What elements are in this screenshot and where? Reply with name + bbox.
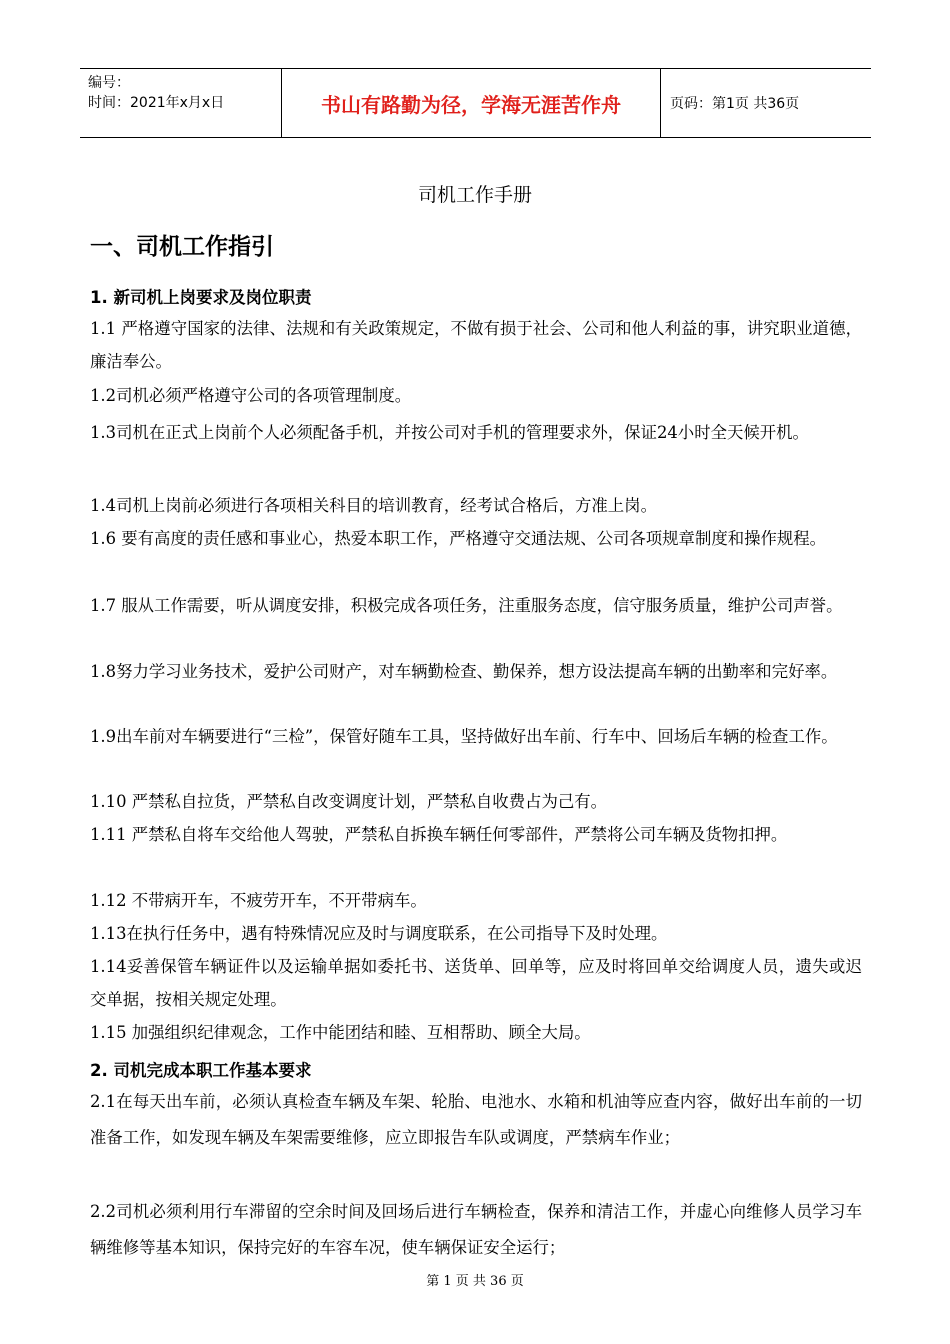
paragraph: 1.11 严禁私自将车交给他人驾驶，严禁私自拆换车辆任何零部件，严禁将公司车辆及货物扣押。 (90, 825, 788, 844)
header-date: 时间：2021年x月x日 (88, 95, 225, 111)
section-heading: 一、司机工作指引 (90, 234, 274, 260)
header-meta (88, 73, 278, 113)
paragraph: 1.4司机上岗前必须进行各项相关科目的培训教育，经考试合格后，方准上岗。 (90, 496, 657, 515)
paragraph: 1.8努力学习业务技术，爱护公司财产，对车辆勤检查、勤保养，想方设法提高车辆的出勤率和完好率。 (90, 662, 838, 681)
paragraph: 1.13在执行任务中，遇有特殊情况应及时与调度联系，在公司指导下及时处理。 (90, 924, 668, 943)
document-title: 司机工作手册 (417, 184, 532, 206)
paragraph: 1.1 严格遵守国家的法律、法规和有关政策规定，不做有损于社会、公司和他人利益的事，讲究职业道德，廉洁奉公。 (90, 319, 862, 371)
paragraph: 1.3司机在正式上岗前个人必须配备手机，并按公司对手机的管理要求外，保证24小时全天候开机。 (90, 423, 809, 442)
paragraph: 1.15 加强组织纪律观念，工作中能团结和睦、互相帮助、顾全大局。 (90, 1023, 591, 1042)
paragraph: 2.2司机必须利用行车滞留的空余时间及回场后进行车辆检查，保养和清洁工作，并虚心向维修人员学习车辆维修等基本知识，保持完好的车容车况，使车辆保证安全运行； (90, 1202, 862, 1257)
paragraph: 1.7 服从工作需要，听从调度安排，积极完成各项任务，注重服务态度，信守服务质量，维护公司声誉。 (90, 596, 843, 615)
paragraph: 1.14妥善保管车辆证件以及运输单据如委托书、送货单、回单等，应及时将回单交给调度人员，遗失或迟交单据，按相关规定处理。 (90, 957, 862, 1009)
subsection-heading: 1. 新司机上岗要求及岗位职责 (90, 288, 312, 307)
paragraph: 2.1在每天出车前，必须认真检查车辆及车架、轮胎、电池水、水箱和机油等应查内容，做好出车前的一切准备工作，如发现车辆及车架需要维修，应立即报告车队或调度，严禁病车作业； (90, 1092, 862, 1147)
paragraph: 1.9出车前对车辆要进行“三检”，保管好随车工具，坚持做好出车前、行车中、回场后车辆的检查工作。 (90, 727, 838, 746)
subsection-heading: 2. 司机完成本职工作基本要求 (90, 1061, 312, 1080)
page-footer: 第 1 页 共 36 页 (426, 1274, 524, 1289)
paragraph: 1.2司机必须严格遵守公司的各项管理制度。 (90, 386, 412, 405)
header-page-info: 页码：第1页 共36页 (670, 96, 800, 112)
paragraph: 1.12 不带病开车，不疲劳开车，不开带病车。 (90, 891, 427, 910)
header-motto: 书山有路勤为径，学海无涯苦作舟 (321, 92, 621, 117)
header-number: 编号： (88, 75, 130, 91)
header-table (80, 68, 871, 138)
paragraph: 1.6 要有高度的责任感和事业心，热爱本职工作，严格遵守交通法规、公司各项规章制度和操作规程。 (90, 529, 827, 548)
header-divider (660, 69, 661, 137)
paragraph: 1.10 严禁私自拉货，严禁私自改变调度计划，严禁私自收费占为己有。 (90, 792, 608, 811)
